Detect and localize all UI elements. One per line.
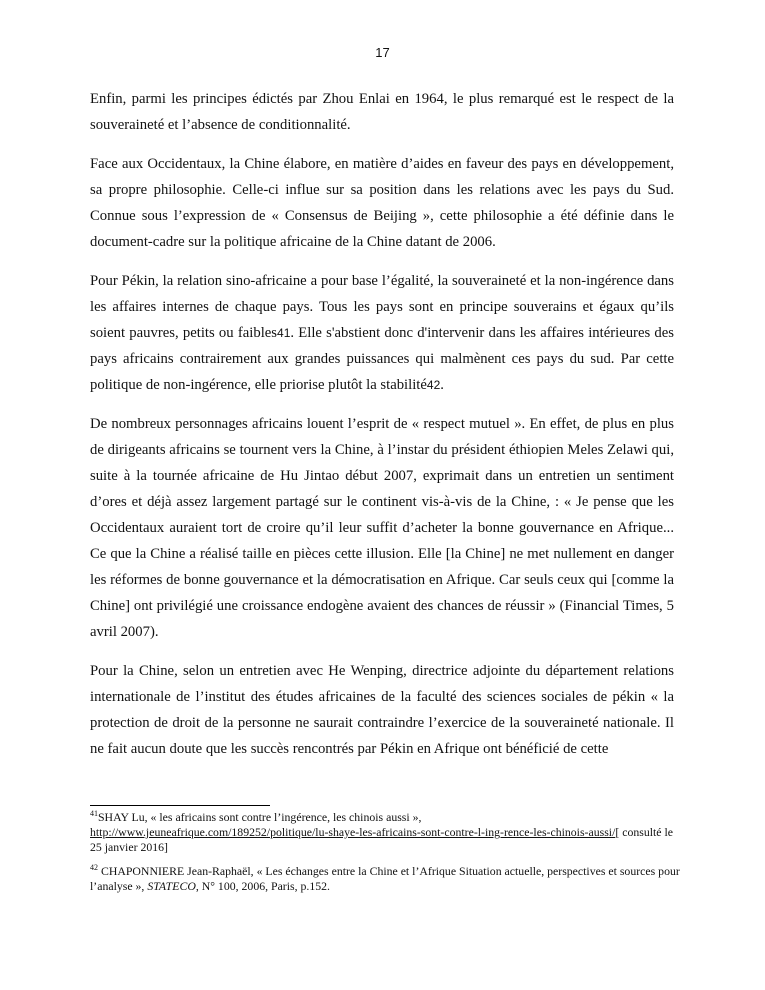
paragraph-3 <box>90 268 674 398</box>
footnote-41 <box>90 810 680 855</box>
page-number: 17 <box>375 45 390 60</box>
paragraph-1: Enfin, parmi les principes édictés par Zhou Enlai en 1964, le plus remarqué est le respect de la souveraineté et l’absence de conditionnalité. <box>90 91 674 133</box>
footnote-ref-42[interactable]: 42 <box>426 378 441 392</box>
footnote-42-number: 42 <box>90 863 98 873</box>
footnote-ref-41[interactable]: 41 <box>277 326 291 340</box>
footnote-42-text-a: CHAPONNIERE Jean-Raphaël, « Les échanges entre la Chine et l’Afrique Situation actuelle, perspectives et sources pour l’analyse », <box>90 864 680 893</box>
paragraph-3-part-a: Pour Pékin, la relation sino-africaine a pour base l’égalité, la souveraineté et la non-ingérence dans les affaires internes de chaque pays. Tous les pays sont en principe souverains et égaux qu’ils soient pauvres, petits ou faibles <box>90 273 674 341</box>
footnote-41-text: SHAY Lu, « les africains sont contre l’ingérence, les chinois aussi », <box>98 810 422 824</box>
paragraph-3-part-c: . <box>440 377 444 393</box>
footnote-separator <box>90 805 270 806</box>
paragraph-4: De nombreux personnages africains louent l’esprit de « respect mutuel ». En effet, de plus en plus de dirigeants africains se tournent vers la Chine, à l’instar du président éthiopien Meles Zelawi qui, suite à la tournée africaine de Hu Jintao début 2007, exprimait dans un entretien un sentiment d’ores et déjà assez largement partagé sur le continent vis-à-vis de la Chine, : « Je pense que les Occidentaux auraient tort de croire qu’il leur suffit d’acheter la bonne gouvernance en Afrique... Ce que la Chine a réalisé taille en pièces cette illusion. Elle [la Chine] ne met nullement en danger les réformes de bonne gouvernance et la démocratisation en Afrique. Car seuls ceux qui [comme la Chine] ont privilégié une croissance endogène avaient des chances de réussir » (Financial Times, 5 avril 2007). <box>90 416 674 640</box>
paragraph-3-part-b: . Elle s'abstient donc d'intervenir dans les affaires intérieures des pays africains contrairement aux grandes puissances qui malmènent ces pays du sud. Par cette politique de non-ingérence, elle priorise plutôt la stabilité <box>90 325 674 393</box>
footnote-42-text-b: , N° 100, 2006, Paris, p.152. <box>195 879 330 893</box>
footnote-41-link[interactable]: http://www.jeuneafrique.com/189252/politique/lu-shaye-les-africains-sont-contre-l-ing-rence-les-chinois-aussi/ <box>90 825 616 839</box>
body-text <box>90 86 674 775</box>
paragraph-2: Face aux Occidentaux, la Chine élabore, en matière d’aides en faveur des pays en développement, sa propre philosophie. Celle-ci influe sur sa position dans les relations avec les pays du Sud. Connue sous l’expression de « Consensus de Beijing », cette philosophie a été définie dans le document-cadre sur la politique africaine de la Chine datant de 2006. <box>90 156 674 250</box>
footnote-41-number: 41 <box>90 809 98 819</box>
paragraph-5: Pour la Chine, selon un entretien avec He Wenping, directrice adjointe du département relations internationale de l’institut des études africaines de la faculté des sciences sociales de pékin « la protection de droit de la personne ne saurait contraindre l’exercice de la souveraineté nationale. Il ne fait aucun doute que les succès rencontrés par Pékin en Afrique ont bénéficié de cette <box>90 663 674 757</box>
footnote-42 <box>90 864 680 894</box>
footnote-42-journal: STATECO <box>147 879 196 893</box>
footnotes <box>90 810 680 903</box>
footnote-41-tail: [ consulté le 25 janvier 2016] <box>90 825 673 854</box>
